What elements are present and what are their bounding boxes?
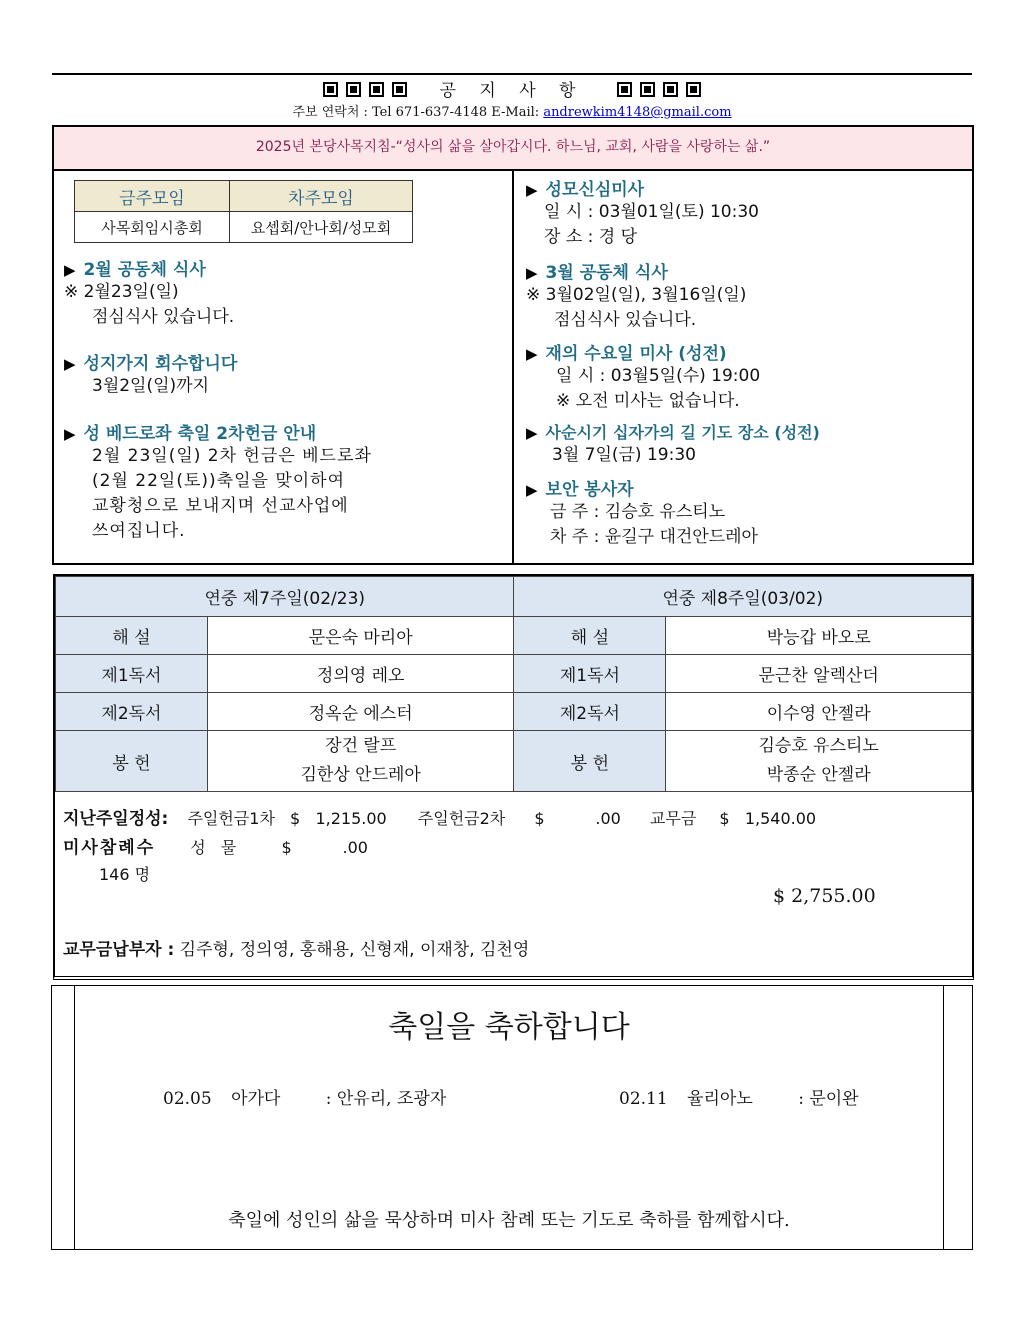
section-line: 2월 23일(일) 2차 헌금은 베드로좌 <box>92 446 372 466</box>
building-amount: $ .00 <box>281 838 368 857</box>
attendance-count: 146 명 <box>99 865 151 884</box>
right-section-5 <box>526 475 966 550</box>
attendance-label: 미사참례수 <box>63 838 156 858</box>
role-person-pair <box>666 731 972 792</box>
square-icon <box>663 82 678 97</box>
feast-saint: 율리아노 <box>687 1089 753 1109</box>
arrow-icon: ▶ <box>64 261 76 279</box>
square-icon <box>640 82 655 97</box>
section-line: 점심식사 있습니다. <box>554 310 697 330</box>
offering-row-1 <box>63 804 963 829</box>
feast-closing: 축일에 성인의 삶을 묵상하며 미사 참례 또는 기도로 축하를 함께합시다. <box>228 1210 790 1231</box>
role-person: 김승호 유스티노 <box>758 736 879 756</box>
total-amount: $ 2,755.00 <box>773 885 876 907</box>
left-section-2 <box>64 349 504 399</box>
second-offering-label: 주일헌금2차 <box>417 809 506 828</box>
right-section-4 <box>526 420 966 468</box>
notice-box <box>52 125 974 565</box>
left-section-3 <box>64 419 504 544</box>
section-title: 재의 수요일 미사 (성전) <box>545 344 727 364</box>
ministry-finance-box <box>53 574 974 980</box>
role-label: 해 설 <box>514 617 666 655</box>
email-link[interactable]: andrewkim4148@gmail.com <box>543 105 732 120</box>
role-label: 제1독서 <box>514 655 666 693</box>
role-label: 봉 헌 <box>514 731 666 792</box>
section-title: 2월 공동체 식사 <box>83 260 206 280</box>
next-week-meeting: 요셉회/안나회/성모회 <box>230 212 413 243</box>
feast-saint: 아가다 <box>231 1089 281 1109</box>
arrow-icon: ▶ <box>526 481 538 499</box>
square-icon <box>617 82 632 97</box>
square-icon <box>323 82 338 97</box>
feast-box <box>51 985 973 1250</box>
column-divider <box>512 169 514 563</box>
section-title: 사순시기 십자가의 길 기도 장소 (성전) <box>545 423 820 442</box>
section-title: 성 베드로좌 축일 2차헌금 안내 <box>83 424 317 444</box>
square-icon <box>392 82 407 97</box>
section-title: 성모신심미사 <box>545 180 645 200</box>
role-person: 이수영 안젤라 <box>666 693 972 731</box>
this-week-meeting: 사목회임시총회 <box>75 212 230 243</box>
role-person: 박능갑 바오로 <box>666 617 972 655</box>
dues-donors <box>63 935 529 960</box>
top-rule <box>52 73 972 75</box>
week-7-header: 연중 제7주일(02/23) <box>56 577 514 617</box>
role-label: 봉 헌 <box>56 731 208 792</box>
role-person: 문은숙 마리아 <box>207 617 514 655</box>
feast-names: : 문이완 <box>798 1089 859 1109</box>
week-8-header: 연중 제8주일(03/02) <box>514 577 972 617</box>
this-week-header: 금주모임 <box>75 181 230 212</box>
section-line: 점심식사 있습니다. <box>92 307 235 327</box>
contact-prefix: 주보 연락처 : Tel 671-637-4148 E-Mail: <box>292 105 544 120</box>
next-week-header: 차주모임 <box>230 181 413 212</box>
section-line: ※ 오전 미사는 없습니다. <box>556 391 740 411</box>
feast-title: 축일을 축하합니다 <box>388 1010 630 1045</box>
dues-label: 교무금 <box>649 809 697 828</box>
role-label: 제1독서 <box>56 655 208 693</box>
section-title: 성지가지 회수합니다 <box>83 354 238 374</box>
dues-amount: $ 1,540.00 <box>719 809 817 828</box>
role-person: 문근찬 알렉산더 <box>666 655 972 693</box>
feast-entry-2 <box>619 1084 859 1109</box>
meeting-table <box>74 180 413 243</box>
feast-names: : 안유리, 조광자 <box>325 1089 447 1109</box>
offering-row-2 <box>63 833 963 858</box>
section-line: 차 주 : 윤길구 대건안드레아 <box>550 527 758 547</box>
first-offering-amount: $ 1,215.00 <box>290 809 387 828</box>
arrow-icon: ▶ <box>526 424 538 442</box>
feast-entry-1 <box>163 1084 446 1109</box>
role-label: 해 설 <box>56 617 208 655</box>
section-line: 교황청으로 보내지며 선교사업에 <box>92 496 349 516</box>
section-line: (2월 22일(토))축일을 맞이하여 <box>92 471 346 491</box>
section-line: 쓰여집니다. <box>92 521 186 541</box>
feast-date: 02.11 <box>619 1089 668 1109</box>
section-line: 장 소 : 경 당 <box>544 227 638 247</box>
role-person: 장건 랄프 <box>325 736 397 756</box>
section-line: 일 시 : 03월01일(토) 10:30 <box>544 202 759 222</box>
building-label: 성 물 <box>190 838 237 857</box>
square-icon <box>346 82 361 97</box>
role-label: 제2독서 <box>514 693 666 731</box>
role-person: 정옥순 에스터 <box>207 693 514 731</box>
role-person: 박종순 안젤라 <box>766 765 871 785</box>
last-week-label: 지난주일정성: <box>63 809 169 829</box>
section-title: 보안 봉사자 <box>545 480 634 500</box>
page-title <box>52 76 972 101</box>
arrow-icon: ▶ <box>526 181 538 199</box>
feast-inner <box>74 986 944 1249</box>
section-title: 3월 공동체 식사 <box>545 263 668 283</box>
pastoral-motto: 2025년 본당사목지침-“성사의 삶을 살아갑시다. 하느님, 교회, 사람을 사랑하는 삶.” <box>54 127 972 171</box>
section-line: 금 주 : 김승호 유스티노 <box>550 502 726 522</box>
role-person: 김한상 안드레아 <box>300 765 421 785</box>
left-section-1 <box>64 255 504 330</box>
right-section-2 <box>526 258 966 333</box>
arrow-icon: ▶ <box>64 425 76 443</box>
arrow-icon: ▶ <box>64 355 76 373</box>
liturgy-roster <box>55 576 972 792</box>
section-line: 3월2일(일)까지 <box>92 376 210 396</box>
arrow-icon: ▶ <box>526 264 538 282</box>
section-line: 3월 7일(금) 19:30 <box>552 445 696 465</box>
right-section-3 <box>526 339 966 414</box>
section-line: 일 시 : 03월5일(수) 19:00 <box>556 366 761 386</box>
role-person-pair <box>207 731 514 792</box>
role-label: 제2독서 <box>56 693 208 731</box>
square-icon <box>369 82 384 97</box>
section-line: ※ 2월23일(일) <box>64 282 179 302</box>
role-person: 정의영 레오 <box>207 655 514 693</box>
feast-date: 02.05 <box>163 1089 212 1109</box>
title-text: 공 지 사 항 <box>439 81 585 101</box>
second-offering-amount: $ .00 <box>534 809 621 828</box>
contact-line <box>52 101 972 120</box>
donors-list: 김주형, 정의영, 홍해용, 신형재, 이재창, 김천영 <box>179 940 530 960</box>
right-section-1 <box>526 175 966 250</box>
square-icon <box>686 82 701 97</box>
section-line: ※ 3월02일(일), 3월16일(일) <box>526 285 747 305</box>
arrow-icon: ▶ <box>526 345 538 363</box>
donors-label: 교무금납부자 : <box>63 940 175 960</box>
first-offering-label: 주일헌금1차 <box>187 809 275 828</box>
